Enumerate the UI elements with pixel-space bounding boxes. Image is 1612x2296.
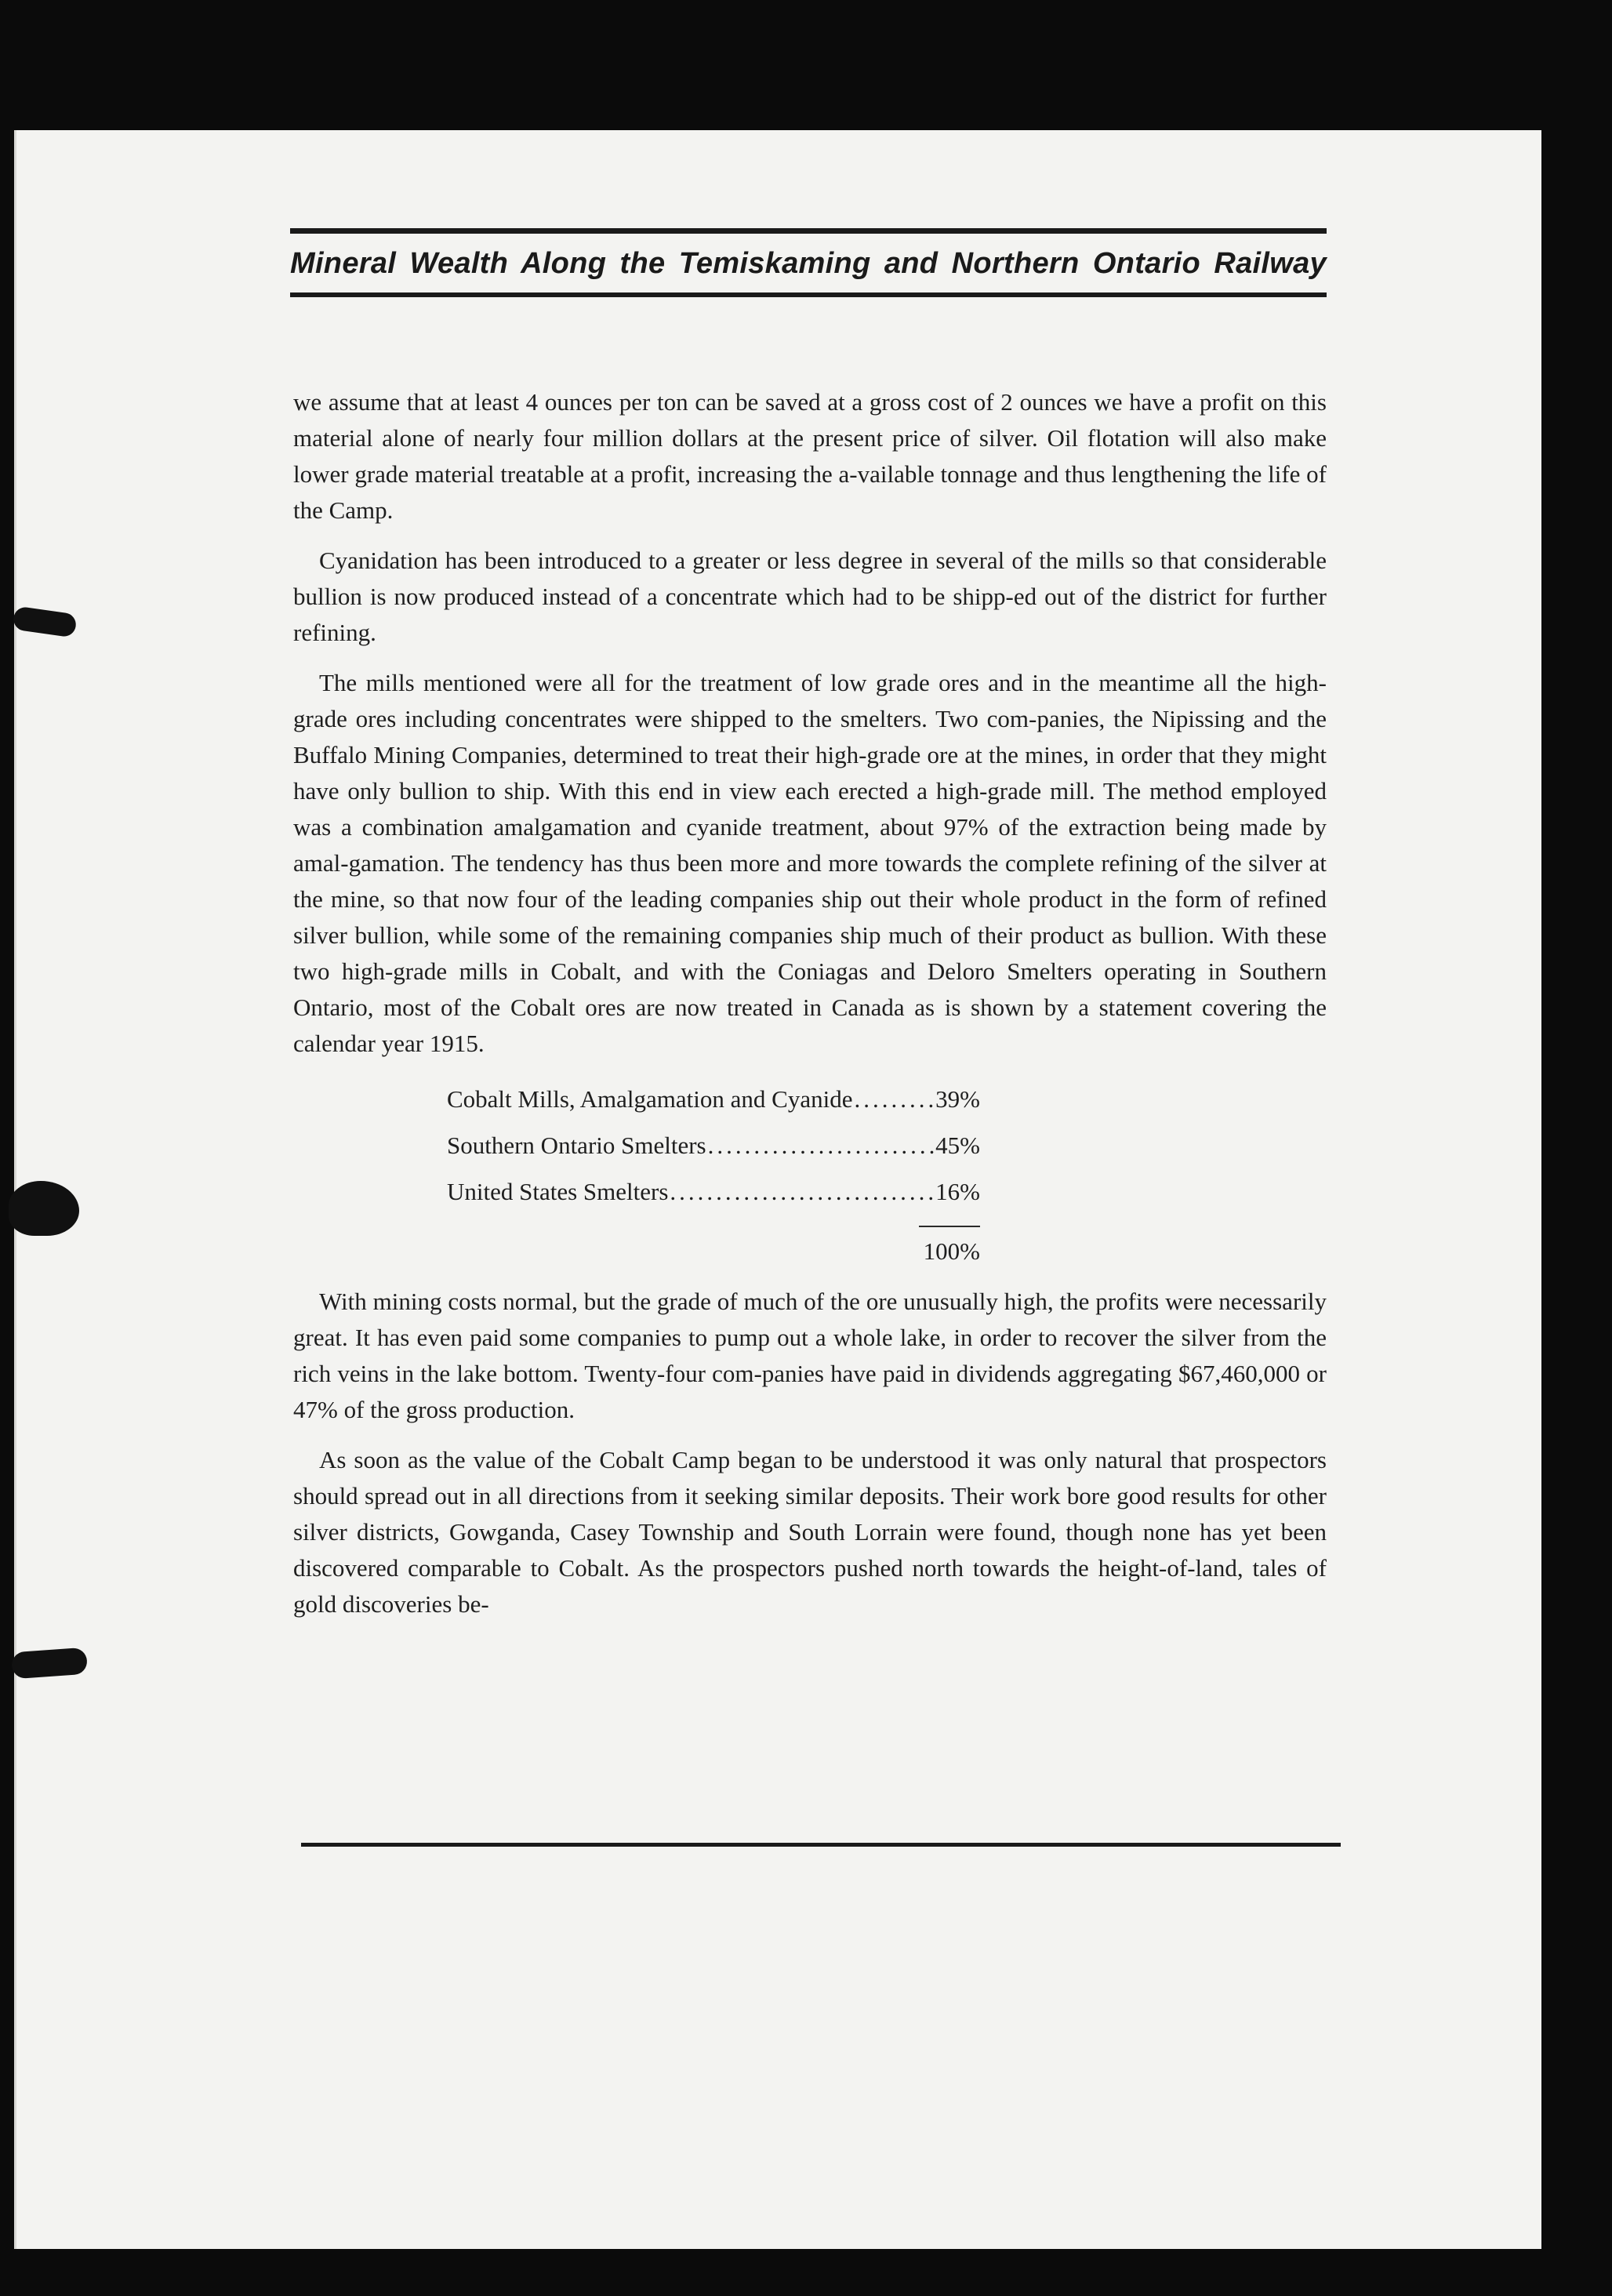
- paragraph: As soon as the value of the Cobalt Camp began to be understood it was only natural that prospectors should spread out in all directions from it seeking similar deposits. Their work bore good results for other silver districts, Gowganda, Casey Township and South Lorrain were found, though none has yet been discovered comparable to Cobalt. As the prospectors pushed north towards the height-of-land, tales of gold discoveries be-: [293, 1446, 1327, 1618]
- paragraph: we assume that at least 4 ounces per ton can be saved at a gross cost of 2 ounces we have a profit on this material alone of nearly four million dollars at the present price of silver. Oil flotation will also make lower grade material treatable at a profit, increasing the a-vailable tonnage and thus lengthening the life of the Camp.: [293, 388, 1327, 524]
- statement-row: [447, 1076, 980, 1122]
- statement-value: 45%: [935, 1132, 980, 1159]
- statement-label: Cobalt Mills, Amalgamation and Cyanide: [447, 1085, 853, 1113]
- statement-label: Southern Ontario Smelters: [447, 1132, 706, 1159]
- dot-leader: [708, 1122, 935, 1168]
- dot-leader: [670, 1168, 934, 1215]
- running-head: Mineral Wealth Along the Temiskaming and Northern Ontario Railway: [290, 247, 1327, 280]
- footer-rule: [301, 1843, 1341, 1847]
- binding-string-icon: [12, 606, 77, 638]
- paragraph: The mills mentioned were all for the treatment of low grade ores and in the meantime all the high-grade ores including concentrates were shipped to the smelters. Two com-panies, the Nipissing and the Buffalo Mining Companies, determined to treat their high-grade ore at the mines, in order that they might have only bullion to ship. With this end in view each erected a high-grade mill. The method employed was a combination amalgamation and cyanide treatment, about 97% of the extraction being made by amal-gamation. The tendency has thus been more and more towards the complete refining of the silver at the mine, so that now four of the leading companies ship out their whole product in the form of refined silver bullion, while some of the remaining companies ship much of their product as bullion. With these two high-grade mills in Cobalt, and with the Coniagas and Deloro Smelters operating in Southern Ontario, most of the Cobalt ores are now treated in Canada as is shown by a statement covering the calendar year 1915.: [293, 669, 1327, 1057]
- paragraph: Cyanidation has been introduced to a greater or less degree in several of the mills so that considerable bullion is now produced instead of a concentrate which had to be shipp-ed out of the district for further refining.: [293, 547, 1327, 646]
- statement-total: 100%: [923, 1237, 980, 1265]
- header-rule-bottom: [290, 292, 1327, 297]
- paragraph: With mining costs normal, but the grade of much of the ore unusually high, the profits were necessarily great. It has even paid some companies to pump out a whole lake, in order to recover the silver from the rich veins in the lake bottom. Twenty-four com-panies have paid in dividends aggregating $67,460,000 or 47% of the gross production.: [293, 1288, 1327, 1423]
- dot-leader: [854, 1076, 934, 1122]
- binding-string-icon: [9, 1181, 79, 1236]
- body-text: [293, 384, 1327, 1637]
- ore-treatment-statement: [293, 1076, 980, 1276]
- statement-label: United States Smelters: [447, 1178, 669, 1205]
- header-rule-top: [290, 228, 1327, 234]
- binding-string-icon: [11, 1648, 88, 1680]
- statement-value: 16%: [935, 1178, 980, 1205]
- statement-row: [447, 1122, 980, 1168]
- statement-value: 39%: [935, 1085, 980, 1113]
- statement-row: [447, 1168, 980, 1215]
